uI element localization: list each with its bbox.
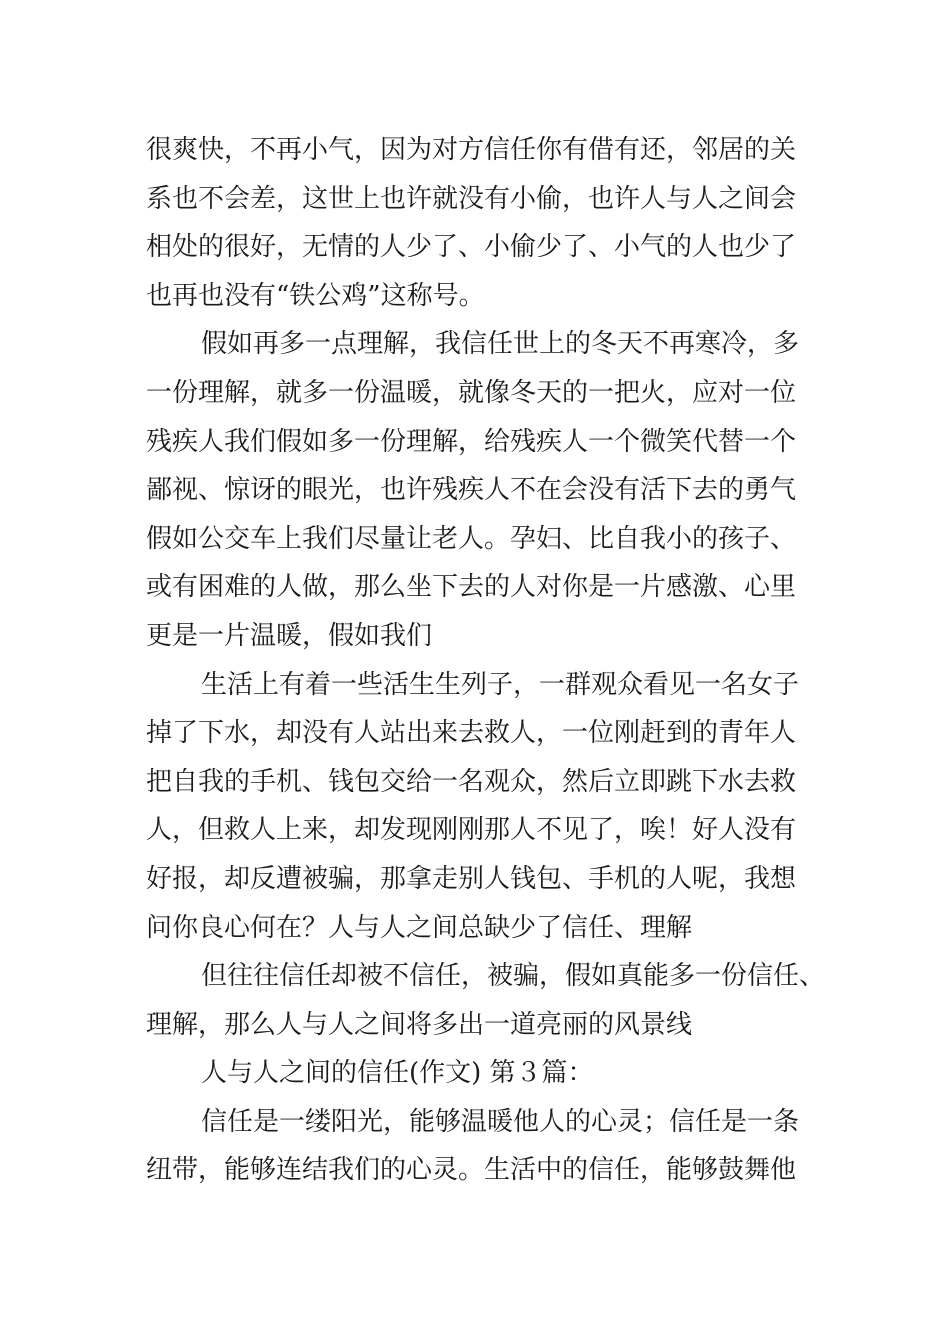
text-line: 假如公交车上我们尽量让老人。孕妇、比自我小的孩子、 (146, 523, 797, 554)
paragraph-3 (146, 661, 810, 953)
text-line: 一份理解，就多一份温暖，就像冬天的一把火，应对一位 (146, 377, 797, 408)
text-line: 相处的很好，无情的人少了、小偷少了、小气的人也少了 (146, 232, 797, 263)
text-line: 但往往信任却被不信任，被骗，假如真能多一份信任、 (201, 961, 826, 992)
paragraph-5 (146, 1098, 810, 1195)
text-line: 好报，却反遭被骗，那拿走别人钱包、手机的人呢，我想 (146, 863, 797, 894)
paragraph-2 (146, 320, 810, 660)
text-line: 人，但救人上来，却发现刚刚那人不见了，唉！好人没有 (146, 815, 797, 846)
text-line: 或有困难的人做，那么坐下去的人对你是一片感激、心里 (146, 572, 797, 603)
text-line: 掉了下水，却没有人站出来去救人，一位刚赶到的青年人 (146, 718, 797, 749)
text-line: 生活上有着一些活生生列子，一群观众看见一名女子 (201, 669, 800, 700)
section-heading-text: 人与人之间的信任(作文) 第３篇： (201, 1058, 594, 1089)
text-line: 鄙视、惊讶的眼光，也许残疾人不在会没有活下去的勇气 (146, 475, 797, 506)
section-heading (146, 1049, 810, 1098)
text-line: 纽带，能够连结我们的心灵。生活中的信任，能够鼓舞他 (146, 1155, 797, 1186)
text-line: 问你良心何在？人与人之间总缺少了信任、理解 (146, 912, 693, 943)
text-line: 系也不会差，这世上也许就没有小偷，也许人与人之间会 (146, 183, 797, 214)
text-line: 假如再多一点理解，我信任世上的冬天不再寒冷，多 (201, 329, 800, 360)
text-line: 理解，那么人与人之间将多出一道亮丽的风景线 (146, 1009, 693, 1040)
paragraph-4 (146, 952, 826, 1049)
text-line: 很爽快，不再小气，因为对方信任你有借有还，邻居的关 (146, 135, 797, 165)
text-line: 把自我的手机、钱包交给一名观众，然后立即跳下水去救 (146, 766, 797, 797)
document-body (146, 126, 826, 1195)
text-line: 更是一片温暖，假如我们 (146, 620, 433, 651)
text-line: 信任是一缕阳光，能够温暖他人的心灵；信任是一条 (201, 1106, 800, 1137)
text-line: 残疾人我们假如多一份理解，给残疾人一个微笑代替一个 (146, 426, 797, 457)
text-line: 也再也没有“铁公鸡”这称号。 (146, 280, 485, 311)
paragraph-1 (146, 126, 810, 320)
